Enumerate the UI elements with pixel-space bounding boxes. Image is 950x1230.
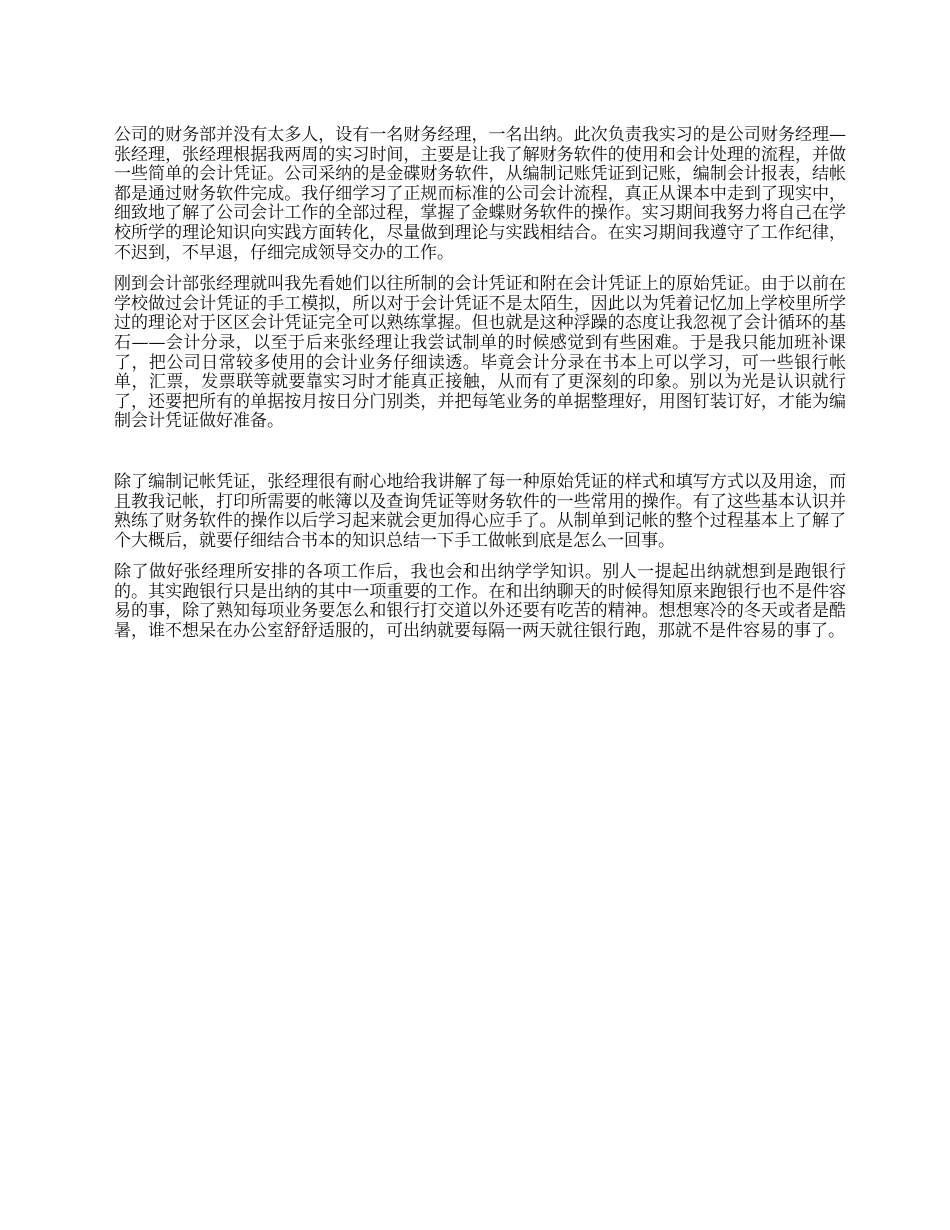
paragraph-4: 除了做好张经理所安排的各项工作后，我也会和出纳学学知识。别人一提起出纳就想到是跑银行的。其实跑银行只是出纳的其中一项重要的工作。在和出纳聊天的时候得知原来跑银行也不是件容易的事，除了熟知每项业务要怎么和银行打交道以外还要有吃苦的精神。想想寒冷的冬天或者是酷暑，谁不想呆在办公室舒舒适服的，可出纳就要每隔一两天就往银行跑，那就不是件容易的事了。 bbox=[114, 562, 846, 642]
paragraph-1: 公司的财务部并没有太多人，设有一名财务经理，一名出纳。此次负责我实习的是公司财务经理—张经理，张经理根据我两周的实习时间，主要是让我了解财务软件的使用和会计处理的流程，并做一些简单的会计凭证。公司采纳的是金碟财务软件，从编制记账凭证到记账，编制会计报表，结帐都是通过财务软件完成。我仔细学习了正规而标准的公司会计流程，真正从课本中走到了现实中，细致地了解了公司会计工作的全部过程，掌握了金蝶财务软件的操作。实习期间我努力将自己在学校所学的理论知识向实践方面转化，尽量做到理论与实践相结合。在实习期间我遵守了工作纪律，不迟到，不早退，仔细完成领导交办的工作。 bbox=[114, 125, 846, 263]
document-body bbox=[114, 126, 846, 654]
paragraph-2: 刚到会计部张经理就叫我先看她们以往所制的会计凭证和附在会计凭证上的原始凭证。由于以前在学校做过会计凭证的手工模拟，所以对于会计凭证不是太陌生，因此以为凭着记忆加上学校里所学过的理论对于区区会计凭证完全可以熟练掌握。但也就是这种浮躁的态度让我忽视了会计循环的基石——会计分录，以至于后来张经理让我尝试制单的时候感觉到有些困难。于是我只能加班补课了，把公司日常较多使用的会计业务仔细读透。毕竟会计分录在书本上可以学习，可一些银行帐单，汇票，发票联等就要靠实习时才能真正接触，从而有了更深刻的印象。别以为光是认识就行了，还要把所有的单据按月按日分门别类，并把每笔业务的单据整理好，用图钉装订好，才能为编制会计凭证做好准备。 bbox=[114, 274, 846, 432]
paragraph-3: 除了编制记帐凭证，张经理很有耐心地给我讲解了每一种原始凭证的样式和填写方式以及用途，而且教我记帐，打印所需要的帐簿以及查询凭证等财务软件的一些常用的操作。有了这些基本认识并熟练了财务软件的操作以后学习起来就会更加得心应手了。从制单到记帐的整个过程基本上了解了个大概后，就要仔细结合书本的知识总结一下手工做帐到底是怎么一回事。 bbox=[114, 471, 846, 551]
paragraph-gap bbox=[114, 444, 846, 473]
